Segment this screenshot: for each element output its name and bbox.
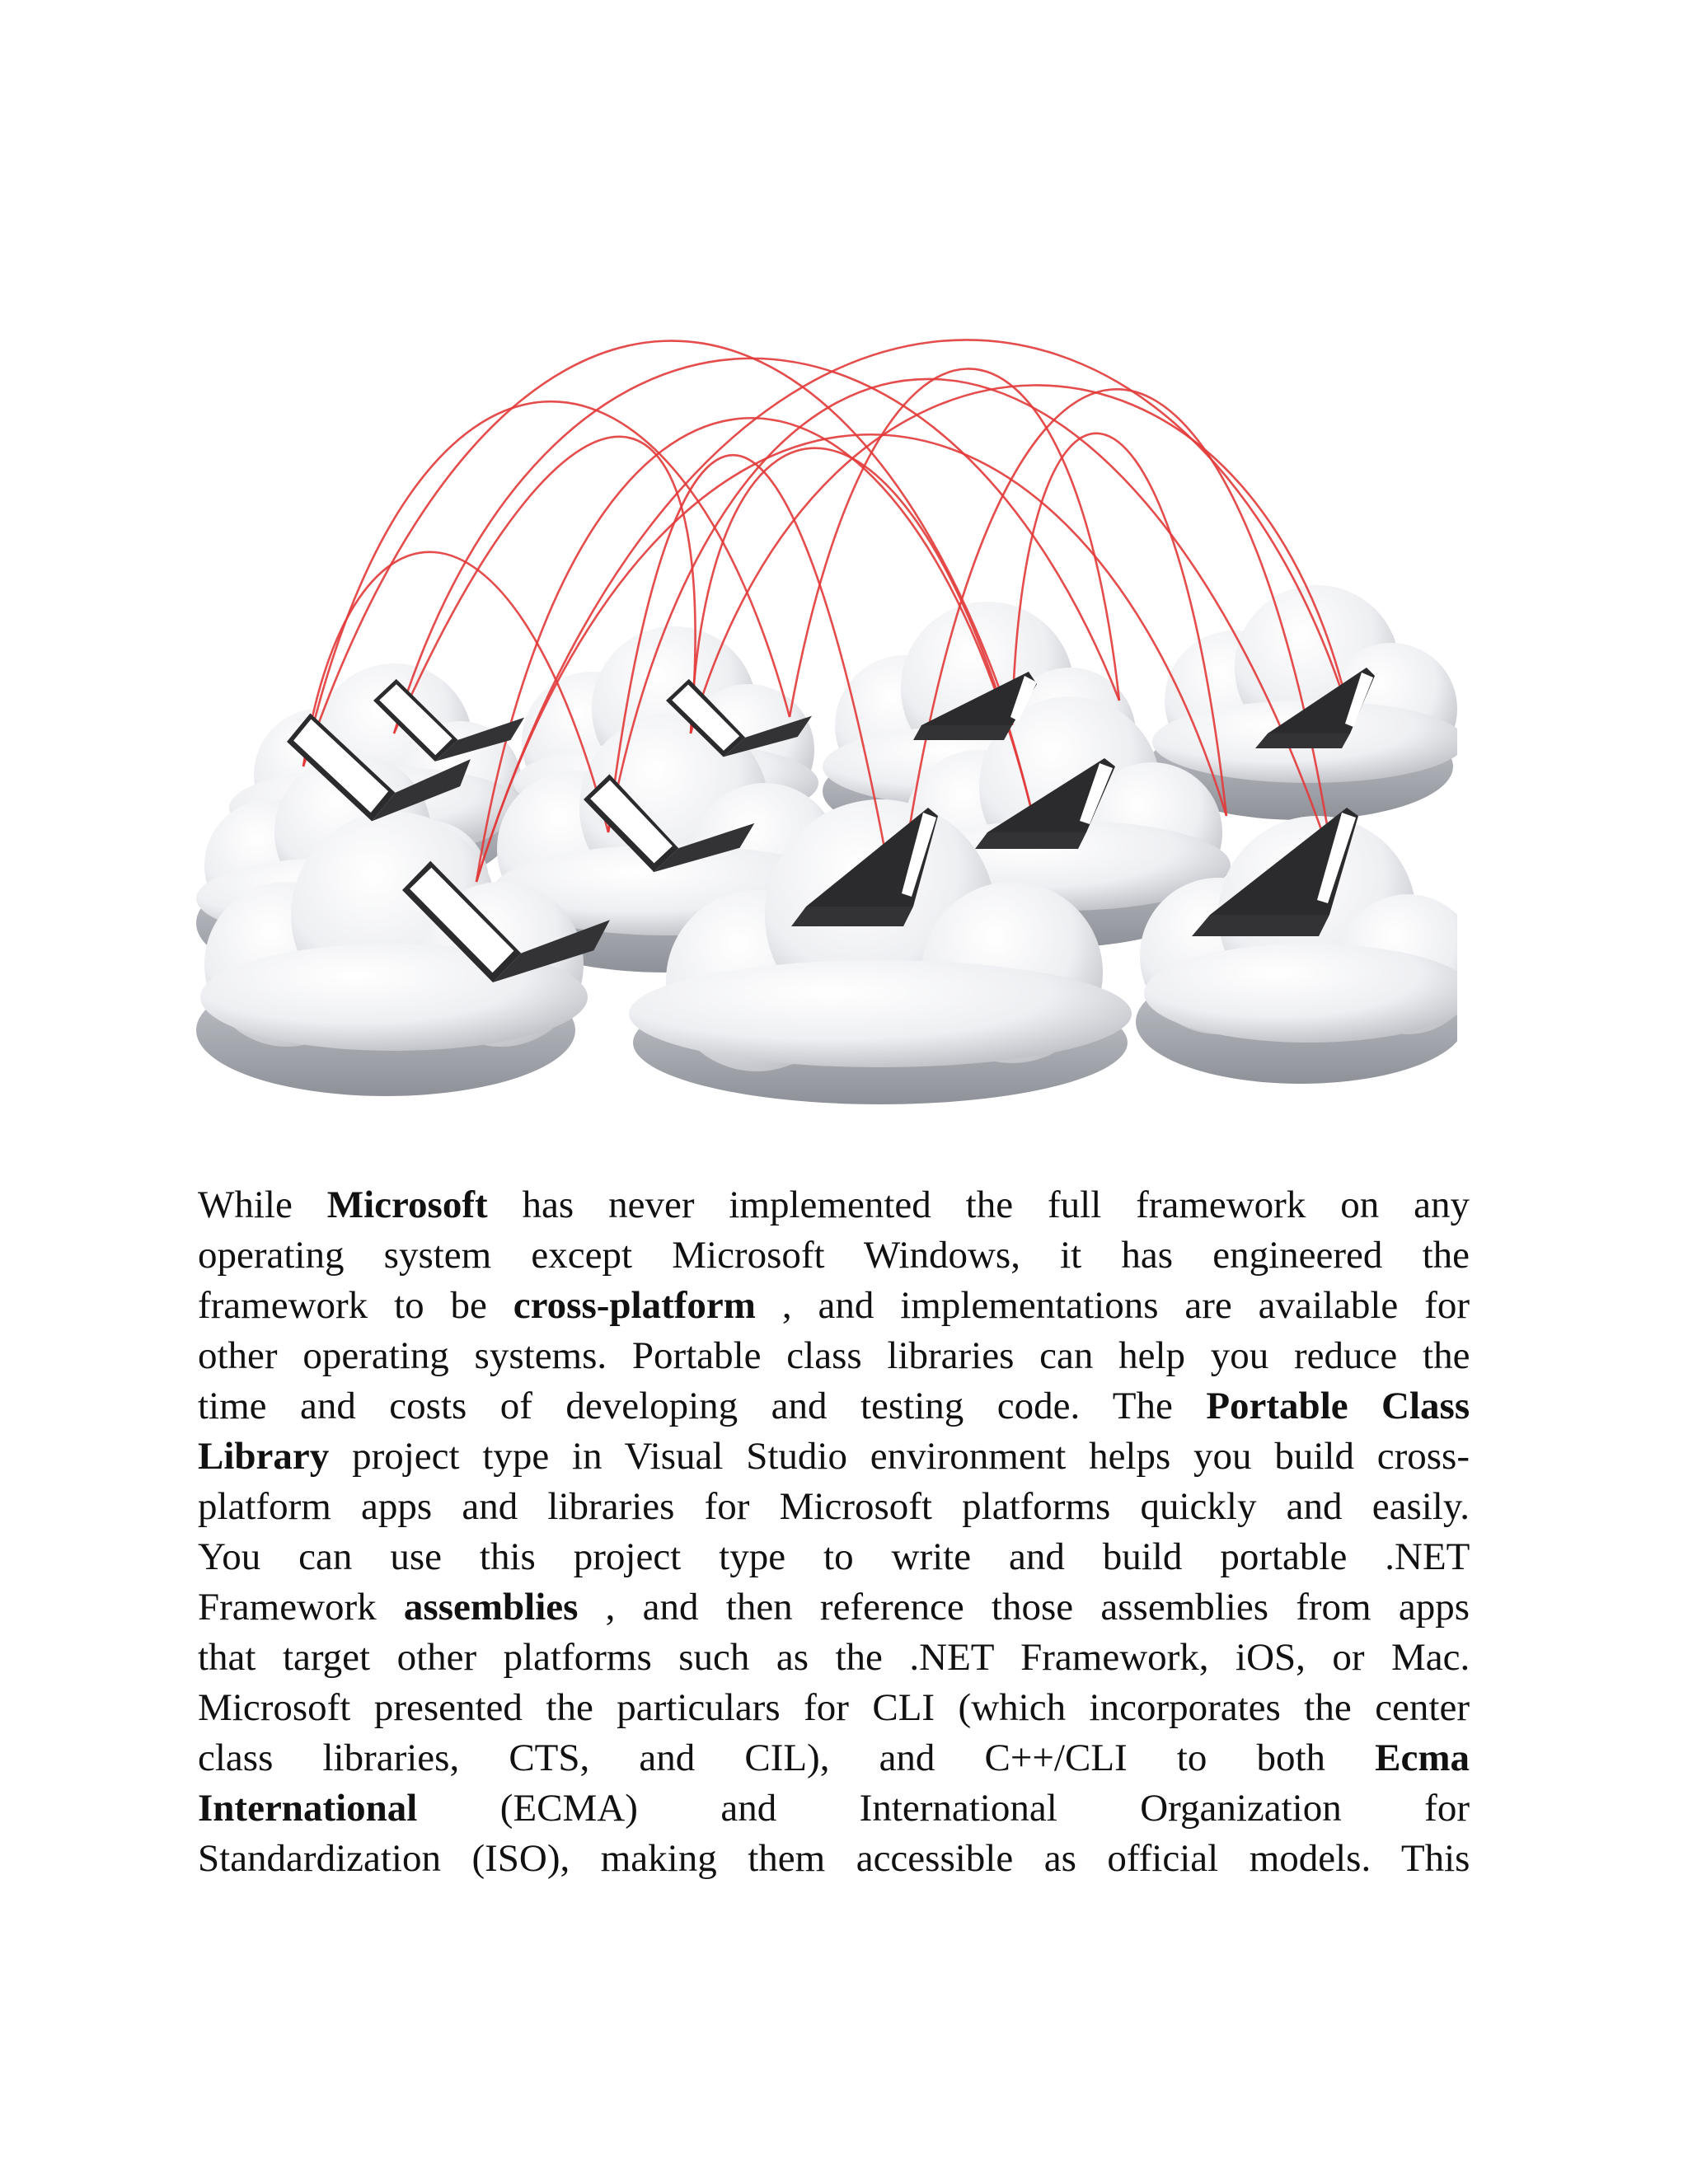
- text-run: Standardization (ISO), making them accessible as official models. This: [198, 1837, 1470, 1880]
- text-line: [198, 1582, 1470, 1633]
- text-line: [198, 1532, 1470, 1582]
- text-line: [198, 1683, 1470, 1733]
- bold-term: International: [198, 1787, 418, 1830]
- text-line: [198, 1834, 1470, 1884]
- text-run: You can use this project type to write and build portable .NET: [198, 1535, 1470, 1578]
- text-line: [198, 1783, 1470, 1834]
- body-paragraph: [198, 1180, 1470, 1884]
- text-run: platform apps and libraries for Microsoft platforms quickly and easily.: [198, 1485, 1470, 1528]
- text-line: [198, 1381, 1470, 1432]
- text-run: , and then reference those assemblies from apps: [578, 1586, 1470, 1629]
- text-line: [198, 1180, 1470, 1230]
- bold-term: Ecma: [1375, 1736, 1470, 1779]
- text-line: [198, 1733, 1470, 1783]
- text-run: Framework: [198, 1586, 404, 1629]
- cloud-network-illustration: [196, 239, 1457, 1104]
- illustration-svg: [196, 239, 1457, 1104]
- text-run: Microsoft presented the particulars for CLI (which incorporates the center: [198, 1686, 1470, 1729]
- bold-term: Portable Class: [1206, 1385, 1470, 1427]
- text-run: project type in Visual Studio environment helps you build cross-: [329, 1435, 1470, 1478]
- text-run: has never implemented the full framework on any: [487, 1183, 1470, 1226]
- text-run: time and costs of developing and testing code. The: [198, 1385, 1207, 1427]
- text-run: operating system except Microsoft Windows, it has engineered the: [198, 1234, 1470, 1277]
- text-line: [198, 1281, 1470, 1331]
- text-line: [198, 1633, 1470, 1683]
- text-run: other operating systems. Portable class libraries can help you reduce the: [198, 1334, 1470, 1377]
- bold-term: Microsoft: [326, 1183, 488, 1226]
- bold-term: cross-platform: [513, 1284, 756, 1327]
- text-line: [198, 1230, 1470, 1281]
- text-run: class libraries, CTS, and CIL), and C++/CLI to both: [198, 1736, 1376, 1779]
- text-run: (ECMA) and International Organization for: [417, 1787, 1470, 1830]
- text-line: [198, 1331, 1470, 1381]
- text-run: that target other platforms such as the .NET Framework, iOS, or Mac.: [198, 1636, 1470, 1679]
- bold-term: assemblies: [403, 1586, 579, 1629]
- text-run: While: [198, 1183, 327, 1226]
- text-run: framework to be: [198, 1284, 513, 1327]
- text-run: , and implementations are available for: [755, 1284, 1470, 1327]
- text-line: [198, 1482, 1470, 1532]
- cloud-group-front: [196, 799, 1457, 1104]
- bold-term: Library: [198, 1435, 330, 1478]
- text-line: [198, 1432, 1470, 1482]
